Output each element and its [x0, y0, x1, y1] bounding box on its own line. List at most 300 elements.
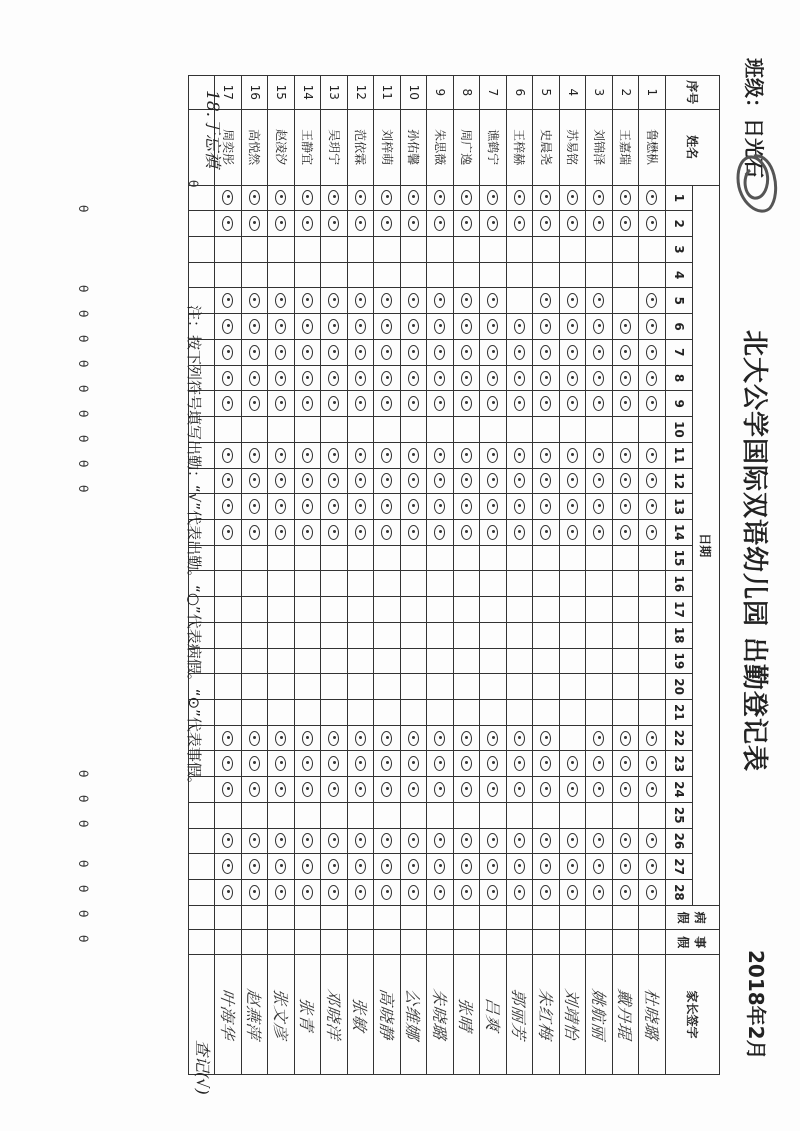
attendance-mark [434, 473, 445, 488]
attendance-mark [222, 859, 233, 874]
personal-leave-cell [242, 930, 269, 955]
attendance-mark [461, 782, 472, 797]
attendance-mark [222, 782, 233, 797]
day-cell [533, 185, 560, 211]
attendance-mark [302, 782, 313, 797]
day-cell [401, 725, 428, 751]
attendance-mark [620, 396, 631, 411]
parent-signature-cell [348, 955, 375, 1075]
attendance-mark [567, 859, 578, 874]
sick-leave-cell [560, 905, 587, 930]
attendance-mark [540, 216, 551, 231]
attendance-mark [302, 756, 313, 771]
attendance-mark [646, 371, 657, 386]
sick-leave-cell [533, 905, 560, 930]
attendance-mark [328, 473, 339, 488]
empty-cell [189, 211, 216, 237]
day-cell [295, 854, 322, 880]
day-cell [295, 777, 322, 803]
day-cell [533, 648, 560, 674]
day-cell [586, 314, 613, 340]
attendance-mark [434, 731, 445, 746]
attendance-mark [487, 319, 498, 334]
minus-mark: θ [76, 860, 90, 868]
day-cell [639, 622, 666, 648]
day-cell [401, 494, 428, 520]
day-cell [321, 802, 348, 828]
day-cell [242, 751, 269, 777]
personal-leave-cell [454, 930, 481, 955]
attendance-mark [328, 859, 339, 874]
attendance-mark [461, 859, 472, 874]
minus-mark: θ [76, 935, 90, 943]
day-cell [639, 417, 666, 443]
empty-cell [189, 854, 216, 880]
attendance-mark [249, 371, 260, 386]
day-cell [639, 211, 666, 237]
day-cell [321, 519, 348, 545]
minus-mark: θ [76, 410, 90, 418]
day-cell [533, 237, 560, 263]
day-cell [321, 468, 348, 494]
day-cell [427, 751, 454, 777]
day-cell [268, 777, 295, 803]
day-cell [215, 494, 242, 520]
day-cell [560, 185, 587, 211]
attendance-mark [275, 319, 286, 334]
day-cell [215, 237, 242, 263]
day-header: 27 [666, 854, 693, 880]
day-cell [401, 237, 428, 263]
attendance-mark [328, 833, 339, 848]
day-cell [321, 417, 348, 443]
day-cell [427, 725, 454, 751]
day-cell [374, 622, 401, 648]
attendance-mark [249, 473, 260, 488]
attendance-mark [381, 525, 392, 540]
attendance-mark [646, 499, 657, 514]
attendance-mark [249, 499, 260, 514]
day-cell [454, 339, 481, 365]
attendance-mark [302, 731, 313, 746]
day-cell [374, 725, 401, 751]
day-cell [215, 262, 242, 288]
day-cell [295, 571, 322, 597]
attendance-mark [540, 190, 551, 205]
attendance-mark [302, 448, 313, 463]
day-cell [613, 442, 640, 468]
day-cell [401, 365, 428, 391]
attendance-mark [408, 833, 419, 848]
day-cell [321, 699, 348, 725]
student-row [480, 76, 507, 1075]
day-cell [268, 262, 295, 288]
attendance-mark [540, 396, 551, 411]
day-cell [533, 545, 560, 571]
attendance-mark [275, 756, 286, 771]
sick-leave-cell [295, 905, 322, 930]
attendance-mark [514, 782, 525, 797]
day-cell [374, 648, 401, 674]
day-cell [295, 597, 322, 623]
attendance-mark [249, 525, 260, 540]
attendance-mark [434, 216, 445, 231]
attendance-mark [620, 448, 631, 463]
day-cell [242, 339, 269, 365]
day-cell [507, 494, 534, 520]
empty-cell [189, 828, 216, 854]
day-cell [348, 622, 375, 648]
sick-leave-cell [374, 905, 401, 930]
attendance-mark [275, 499, 286, 514]
day-cell [480, 648, 507, 674]
empty-cell [189, 802, 216, 828]
day-header: 18 [666, 622, 693, 648]
day-cell [454, 648, 481, 674]
day-cell [427, 828, 454, 854]
day-cell [295, 391, 322, 417]
attendance-mark [461, 371, 472, 386]
attendance-mark [222, 473, 233, 488]
day-cell [533, 442, 560, 468]
parent-signature: 吕爽 [482, 996, 502, 1033]
day-cell [374, 699, 401, 725]
day-cell [586, 674, 613, 700]
attendance-mark [567, 833, 578, 848]
attendance-mark [646, 345, 657, 360]
attendance-mark [275, 473, 286, 488]
day-cell [427, 880, 454, 906]
day-cell [242, 494, 269, 520]
attendance-mark [328, 319, 339, 334]
day-cell [427, 519, 454, 545]
day-cell [560, 571, 587, 597]
minus-mark: θ [76, 435, 90, 443]
day-cell [454, 802, 481, 828]
attendance-mark [514, 319, 525, 334]
personal-leave-cell [507, 930, 534, 955]
attendance-mark [514, 833, 525, 848]
day-cell [401, 828, 428, 854]
sick-leave-cell [639, 905, 666, 930]
day-cell [295, 751, 322, 777]
attendance-mark [646, 293, 657, 308]
attendance-mark [328, 499, 339, 514]
attendance-mark [222, 525, 233, 540]
parent-signature-cell [586, 955, 613, 1075]
attendance-mark [408, 293, 419, 308]
day-cell [242, 725, 269, 751]
day-cell [480, 519, 507, 545]
day-header: 16 [666, 571, 693, 597]
attendance-mark [408, 448, 419, 463]
day-cell [533, 622, 560, 648]
day-cell [348, 365, 375, 391]
day-cell [560, 751, 587, 777]
attendance-mark [593, 190, 604, 205]
day-cell [454, 622, 481, 648]
personal-leave-cell [427, 930, 454, 955]
attendance-mark [222, 371, 233, 386]
day-cell [348, 391, 375, 417]
attendance-mark [461, 731, 472, 746]
day-cell [507, 648, 534, 674]
extra-student-entry: 18.于忘禛 [202, 90, 222, 169]
attendance-mark [355, 319, 366, 334]
day-cell [480, 211, 507, 237]
attendance-mark [434, 293, 445, 308]
day-cell [268, 699, 295, 725]
day-header: 19 [666, 648, 693, 674]
minus-mark: θ [76, 360, 90, 368]
day-cell [586, 185, 613, 211]
attendance-mark [487, 859, 498, 874]
attendance-mark [620, 833, 631, 848]
attendance-mark [620, 345, 631, 360]
day-cell [374, 854, 401, 880]
day-cell [586, 571, 613, 597]
day-cell [427, 365, 454, 391]
attendance-mark [302, 396, 313, 411]
day-cell [613, 674, 640, 700]
day-cell [507, 237, 534, 263]
parent-signature: 张文彦 [270, 987, 290, 1042]
day-cell [533, 571, 560, 597]
attendance-mark [222, 216, 233, 231]
day-cell [586, 777, 613, 803]
day-cell [348, 571, 375, 597]
attendance-mark [620, 731, 631, 746]
day-cell [348, 262, 375, 288]
day-cell [427, 417, 454, 443]
day-cell [560, 494, 587, 520]
attendance-mark [461, 525, 472, 540]
day-cell [639, 725, 666, 751]
day-header: 23 [666, 751, 693, 777]
attendance-mark [461, 345, 472, 360]
attendance-mark [434, 756, 445, 771]
day-cell [268, 519, 295, 545]
attendance-mark [249, 293, 260, 308]
day-cell [454, 828, 481, 854]
day-cell [401, 339, 428, 365]
attendance-mark [302, 319, 313, 334]
attendance-mark [540, 885, 551, 900]
day-cell [639, 674, 666, 700]
student-number: 9 [427, 76, 454, 110]
parent-signature-cell [268, 955, 295, 1075]
student-name: 刘锦泽 [586, 109, 613, 185]
attendance-mark [381, 756, 392, 771]
personal-leave-cell [613, 930, 640, 955]
day-cell [533, 597, 560, 623]
day-cell [401, 211, 428, 237]
day-cell [586, 828, 613, 854]
day-header: 1 [666, 185, 693, 211]
day-cell [401, 699, 428, 725]
attendance-mark [249, 833, 260, 848]
attendance-mark [408, 756, 419, 771]
day-cell [401, 468, 428, 494]
student-row [321, 76, 348, 1075]
day-cell [613, 339, 640, 365]
empty-cell [189, 905, 216, 930]
attendance-mark [593, 396, 604, 411]
day-cell [242, 314, 269, 340]
day-cell [295, 185, 322, 211]
day-cell [454, 597, 481, 623]
day-cell [560, 597, 587, 623]
day-cell [560, 417, 587, 443]
day-cell [613, 622, 640, 648]
student-name: 鲁懋枞 [639, 109, 666, 185]
day-cell [321, 442, 348, 468]
student-name: 王梓赫 [507, 109, 534, 185]
attendance-mark [567, 216, 578, 231]
day-cell [348, 597, 375, 623]
day-cell [507, 828, 534, 854]
attendance-mark [487, 525, 498, 540]
day-cell [639, 777, 666, 803]
day-cell [321, 262, 348, 288]
column-header-personal-leave: 事假 [666, 930, 720, 955]
attendance-mark [381, 448, 392, 463]
day-cell [639, 519, 666, 545]
day-cell [586, 391, 613, 417]
day-cell [215, 545, 242, 571]
day-cell [533, 880, 560, 906]
parent-signature-cell [454, 955, 481, 1075]
attendance-mark [434, 525, 445, 540]
day-cell [533, 365, 560, 391]
day-cell [507, 314, 534, 340]
attendance-mark [381, 499, 392, 514]
day-cell [480, 494, 507, 520]
attendance-mark [408, 396, 419, 411]
day-cell [215, 339, 242, 365]
sick-leave-cell [242, 905, 269, 930]
day-cell [268, 880, 295, 906]
minus-mark: θ [76, 335, 90, 343]
day-cell [533, 391, 560, 417]
attendance-mark [381, 319, 392, 334]
attendance-mark [275, 833, 286, 848]
day-cell [454, 314, 481, 340]
student-row [242, 76, 269, 1075]
day-cell [321, 828, 348, 854]
personal-leave-cell [560, 930, 587, 955]
day-cell [560, 365, 587, 391]
attendance-mark [355, 345, 366, 360]
attendance-mark [302, 293, 313, 308]
attendance-mark [514, 473, 525, 488]
attendance-mark [461, 190, 472, 205]
day-cell [533, 519, 560, 545]
minus-mark: θ [76, 885, 90, 893]
day-cell [242, 622, 269, 648]
attendance-mark [355, 190, 366, 205]
attendance-mark [461, 396, 472, 411]
student-number: 2 [613, 76, 640, 110]
day-cell [480, 237, 507, 263]
day-cell [427, 545, 454, 571]
day-cell [454, 571, 481, 597]
attendance-mark [646, 859, 657, 874]
day-cell [321, 597, 348, 623]
day-cell [480, 442, 507, 468]
day-cell [348, 699, 375, 725]
attendance-mark [593, 371, 604, 386]
day-cell [268, 751, 295, 777]
day-cell [348, 185, 375, 211]
attendance-mark [434, 833, 445, 848]
student-number: 7 [480, 76, 507, 110]
day-cell [295, 545, 322, 571]
day-cell [560, 777, 587, 803]
day-cell [639, 880, 666, 906]
empty-cell [189, 237, 216, 263]
day-cell [215, 314, 242, 340]
day-cell [268, 802, 295, 828]
day-cell [401, 674, 428, 700]
attendance-mark [593, 473, 604, 488]
day-cell [374, 237, 401, 263]
day-cell [560, 828, 587, 854]
day-cell [348, 880, 375, 906]
day-cell [374, 314, 401, 340]
attendance-mark [222, 293, 233, 308]
attendance-mark [328, 756, 339, 771]
day-header: 9 [666, 391, 693, 417]
day-cell [613, 185, 640, 211]
day-cell [533, 288, 560, 314]
personal-leave-cell [639, 930, 666, 955]
day-cell [454, 545, 481, 571]
student-name: 周奕彤 [215, 109, 242, 185]
day-cell [242, 262, 269, 288]
day-cell [268, 545, 295, 571]
day-cell [639, 802, 666, 828]
day-cell [374, 519, 401, 545]
day-cell [454, 237, 481, 263]
day-cell [374, 802, 401, 828]
day-cell [639, 391, 666, 417]
day-cell [427, 442, 454, 468]
attendance-mark [487, 216, 498, 231]
parent-signature: 公维娜 [403, 987, 423, 1042]
attendance-mark [328, 731, 339, 746]
attendance-mark [249, 345, 260, 360]
personal-leave-cell [533, 930, 560, 955]
sick-leave-cell [454, 905, 481, 930]
checked-signature: 查记(√) [193, 1040, 212, 1095]
day-cell [242, 442, 269, 468]
attendance-mark [593, 833, 604, 848]
day-cell [560, 288, 587, 314]
attendance-mark [593, 756, 604, 771]
day-cell [639, 751, 666, 777]
day-cell [242, 699, 269, 725]
day-cell [268, 571, 295, 597]
day-cell [348, 725, 375, 751]
attendance-mark [461, 216, 472, 231]
day-cell [215, 571, 242, 597]
parent-signature: 张晴 [456, 996, 476, 1033]
day-cell [507, 545, 534, 571]
column-header-sick-leave: 病假 [666, 905, 720, 930]
day-cell [454, 854, 481, 880]
student-number: 12 [348, 76, 375, 110]
